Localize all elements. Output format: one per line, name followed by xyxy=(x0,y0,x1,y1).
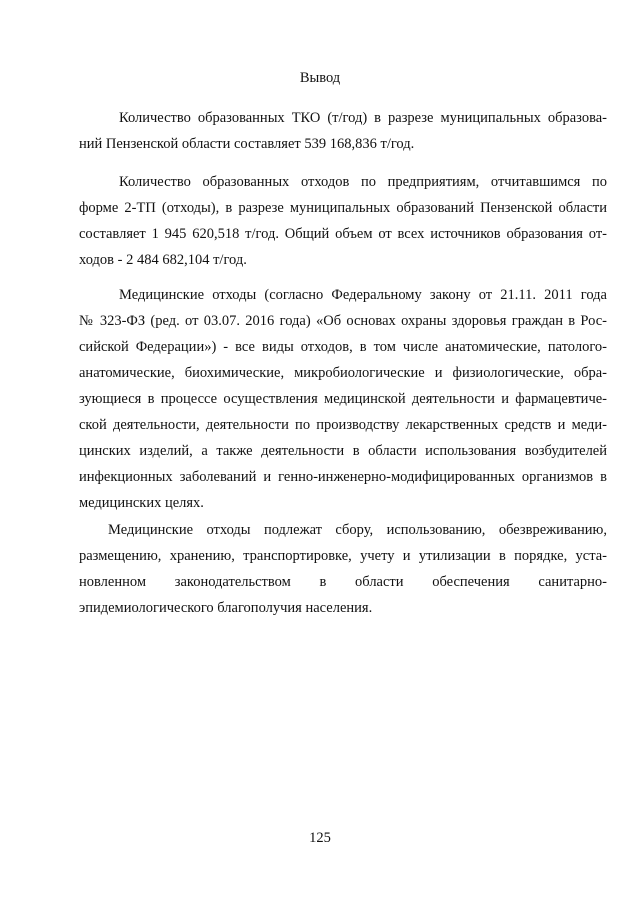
paragraph-line: анатомические, биохимические, микробиологические и физиологические, обра- xyxy=(79,365,607,381)
paragraph-line: размещению, хранению, транспортировке, учету и утилизации в порядке, уста- xyxy=(79,548,607,564)
paragraph-line: Количество образованных ТКО (т/год) в разрезе муниципальных образова- xyxy=(119,110,607,126)
paragraph-line: цинских изделий, а также деятельности в области использования возбудителей xyxy=(79,443,607,459)
paragraph-1 xyxy=(79,105,607,157)
paragraph-line: составляет 1 945 620,518 т/год. Общий объем от всех источников образования от- xyxy=(79,226,607,242)
paragraph-line: ходов - 2 484 682,104 т/год. xyxy=(79,252,247,268)
paragraph-line: ний Пензенской области составляет 539 168,836 т/год. xyxy=(79,136,415,152)
paragraph-4 xyxy=(79,517,607,621)
paragraph-line: ской деятельности, деятельности по производству лекарственных средств и меди- xyxy=(79,417,607,433)
paragraph-line: форме 2-ТП (отходы), в разрезе муниципальных образований Пензенской области xyxy=(79,200,607,216)
paragraph-line: Количество образованных отходов по предприятиям, отчитавшимся по xyxy=(119,174,607,190)
paragraph-line: эпидемиологического благополучия населения. xyxy=(79,600,373,616)
paragraph-2 xyxy=(79,169,607,273)
paragraph-line: Медицинские отходы (согласно Федеральному закону от 21.11. 2011 года xyxy=(119,287,607,303)
page-title: Вывод xyxy=(299,70,341,86)
page-number: 125 xyxy=(309,830,331,846)
paragraph-3 xyxy=(79,282,607,516)
paragraph-line: инфекционных заболеваний и генно-инженерно-модифицированных организмов в xyxy=(79,469,607,485)
paragraph-line: сийской Федерации») - все виды отходов, в том числе анатомические, патолого- xyxy=(79,339,607,355)
paragraph-line: новленном законодательством в области обеспечения санитарно- xyxy=(79,574,607,590)
paragraph-line: зующиеся в процессе осуществления медицинской деятельности и фармацевтиче- xyxy=(79,391,607,407)
paragraph-line: № 323-ФЗ (ред. от 03.07. 2016 года) «Об основах охраны здоровья граждан в Рос- xyxy=(79,313,607,329)
paragraph-line: Медицинские отходы подлежат сбору, использованию, обезвреживанию, xyxy=(108,522,607,538)
paragraph-line: медицинских целях. xyxy=(79,495,204,511)
